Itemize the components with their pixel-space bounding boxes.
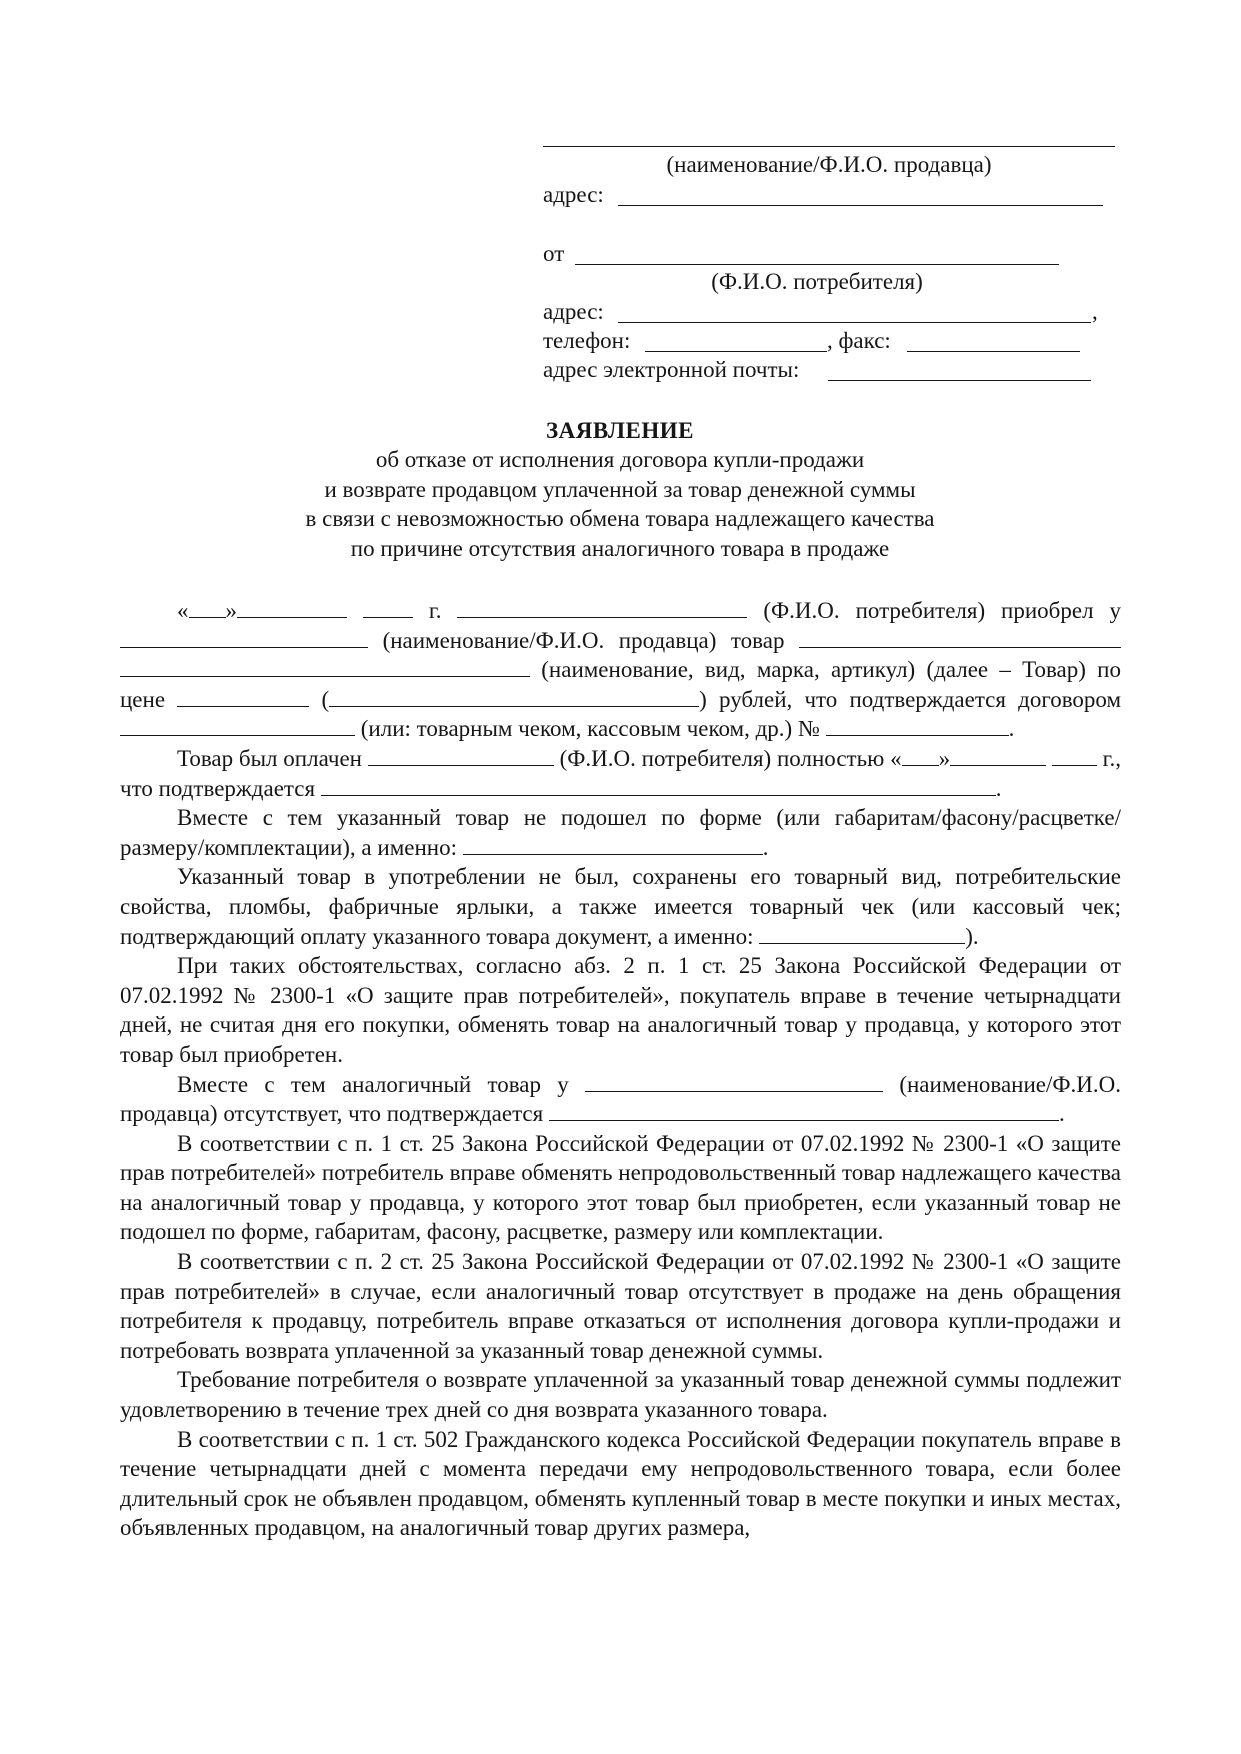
payer-name-field[interactable] <box>368 745 554 766</box>
document-title: ЗАЯВЛЕНИЕ <box>546 418 694 443</box>
from-label: от <box>543 241 565 266</box>
consumer-address-label: адрес: <box>543 299 604 324</box>
month-field[interactable] <box>237 597 347 618</box>
seller-address-label: адрес: <box>543 182 604 207</box>
text: . <box>1058 1101 1065 1127</box>
payment-proof-field[interactable] <box>321 775 996 796</box>
payment-document-field[interactable] <box>759 923 965 944</box>
text: Указанный товар в употреблении не был, сохранены его товарный вид, потребительские свойства, пломбы, фабричные ярлыки, а также имеется товарный чек (или кассовый чек; подтверждающий оплату указанного товара документ, а именно: <box>120 864 1121 949</box>
consumer-name-line <box>575 264 1059 265</box>
text: ). <box>965 923 979 949</box>
price-field[interactable] <box>177 686 309 707</box>
text: Вместе с тем аналогичный товар у <box>177 1071 569 1097</box>
text: ) <box>699 686 707 712</box>
paragraph-law-p2: В соответствии с п. 2 ст. 25 Закона Российской Федерации от 07.02.1992 № 2300-1 «О защите прав потребителей» в случае, если аналогичный товар отсутствует в продаже на день обращения потребителя к продавцу, потребитель вправе отказаться от исполнения договора купли-продажи и потребовать возврата уплаченной за указанный товар денежной суммы. <box>120 1249 1121 1363</box>
contract-field[interactable] <box>120 715 355 736</box>
text: рублей, что подтверждается договором <box>719 686 1122 712</box>
email-line <box>828 380 1091 381</box>
text: (наименование/Ф.И.О. продавца) товар <box>382 627 785 653</box>
price-words-field[interactable] <box>329 686 699 707</box>
subtitle-line-2: и возврате продавцом уплаченной за товар денежной суммы <box>324 476 916 502</box>
subtitle-line-3: в связи с невозможностью обмена товара надлежащего качества <box>305 506 935 532</box>
paragraph-condition <box>120 862 1121 951</box>
seller-name-field[interactable] <box>120 627 368 648</box>
goods-field-2[interactable] <box>120 656 530 677</box>
seller-name-line <box>543 146 1115 147</box>
subtitle-line-1: об отказе от исполнения договора купли-продажи <box>375 447 865 473</box>
fax-line <box>907 351 1080 352</box>
text: г., что подтверждается <box>120 745 1122 801</box>
text: » <box>938 745 951 771</box>
text: . <box>995 775 1002 801</box>
mismatch-field[interactable] <box>463 834 763 855</box>
payment-year-field[interactable] <box>1052 745 1097 766</box>
paragraph-no-analog <box>120 1070 1121 1129</box>
text: (или: товарным чеком, кассовым чеком, др.) № <box>360 716 820 742</box>
text: (Ф.И.О. потребителя) приобрел у <box>763 598 1121 623</box>
seller-field[interactable] <box>585 1071 883 1092</box>
text: (наименование/Ф.И.О. продавца) отсутствует, что подтверждается <box>120 1071 1122 1127</box>
paragraph-refund-term: Требование потребителя о возврате уплаченной за указанный товар денежной суммы подлежит удовлетворению в течение трех дней со дня возврата указанного товара. <box>120 1367 1121 1423</box>
phone-line <box>645 351 827 352</box>
email-label: адрес электронной почты: <box>543 357 800 382</box>
seller-caption: (наименование/Ф.И.О. продавца) <box>666 152 992 177</box>
paragraph-law-exchange: При таких обстоятельствах, согласно абз. 2 п. 1 ст. 25 Закона Российской Федерации от 07.02.1992 № 2300-1 «О защите прав потребителей», покупатель вправе в течение четырнадцати дней, не считая дня его покупки, обменять товар на аналогичный товар у продавца, у которого этот товар был приобретен. <box>120 953 1121 1067</box>
seller-address-line <box>618 205 1103 206</box>
text: » <box>225 598 237 623</box>
payment-day-field[interactable] <box>902 745 939 766</box>
receipt-number-field[interactable] <box>826 715 1009 736</box>
consumer-caption: (Ф.И.О. потребителя) <box>711 269 923 294</box>
subtitle-line-4: по причине отсутствия аналогичного товара в продаже <box>350 535 890 561</box>
payment-month-field[interactable] <box>950 745 1046 766</box>
fax-label: , факс: <box>827 328 891 353</box>
text: . <box>1008 716 1015 742</box>
day-field[interactable] <box>189 597 226 618</box>
phone-label: телефон: <box>543 328 631 353</box>
text: (наименование, вид, марка, артикул) (далее – Товар) по цене <box>120 657 1121 712</box>
paragraph-mismatch <box>120 803 1121 862</box>
paragraph-law-p1: В соответствии с п. 1 ст. 25 Закона Российской Федерации от 07.02.1992 № 2300-1 «О защите прав потребителей» потребитель вправе обменять непродовольственный товар надлежащего качества на аналогичный товар у продавца, у которого этот товар был приобретен, если указанный товар не подошел по форме, габаритам, фасону, расцветке, размеру или комплектации. <box>120 1130 1121 1245</box>
text: ( <box>321 686 330 712</box>
consumer-name-field[interactable] <box>457 597 747 618</box>
absence-proof-field[interactable] <box>549 1100 1059 1121</box>
text: г. <box>428 598 442 623</box>
text: . <box>762 834 769 860</box>
document-title-block <box>120 416 1120 563</box>
paragraph-purchase <box>120 596 1121 744</box>
text: « <box>177 598 189 623</box>
year-field[interactable] <box>363 597 413 618</box>
paragraph-civil-code: В соответствии с п. 1 ст. 502 Гражданского кодекса Российской Федерации покупатель вправе в течение четырнадцати дней с момента передачи ему непродовольственного товара, если более длительный срок не объявлен продавцом, обменять купленный товар в месте покупки и иных местах, объявленных продавцом, на аналогичный товар других размера, <box>120 1426 1121 1541</box>
document-body <box>120 596 1121 1543</box>
text: (Ф.И.О. потребителя) полностью « <box>559 745 902 771</box>
goods-field-1[interactable] <box>799 627 1121 648</box>
consumer-address-line <box>618 322 1091 323</box>
consumer-address-comma: , <box>1092 299 1098 324</box>
text: Товар был оплачен <box>177 745 362 771</box>
paragraph-payment <box>120 744 1121 803</box>
text: Вместе с тем указанный товар не подошел по форме (или габаритам/фасону/расцветке/ размеру/комплектации), а именно: <box>120 805 1121 860</box>
